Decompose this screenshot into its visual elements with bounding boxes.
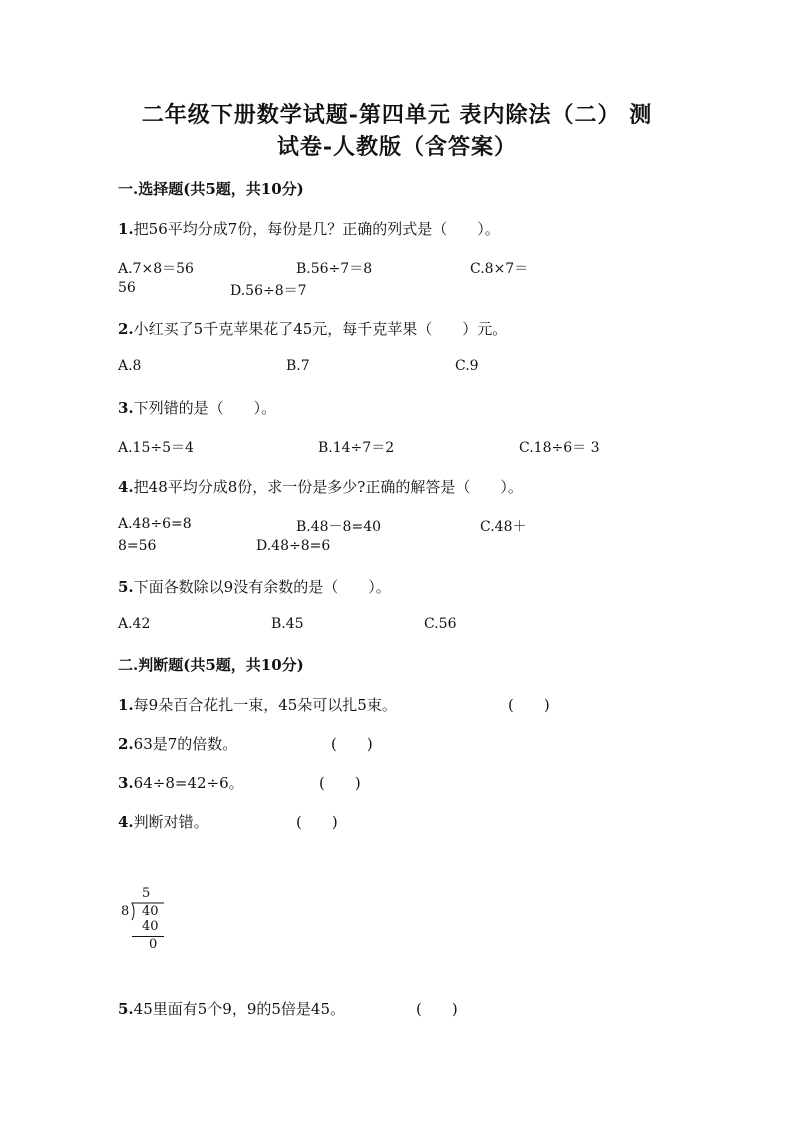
page-title-line2: 试卷-人教版（含答案） [276, 134, 518, 160]
option-c[interactable]: C.48＋ [480, 519, 527, 535]
question-text: 63是7的倍数。 [133, 735, 238, 753]
option-a[interactable]: A.8 [118, 358, 142, 374]
question-text: 每9朵百合花扎一束，45朵可以扎5束。 [133, 696, 397, 714]
question-text: 小红买了5千克苹果花了45元，每千克苹果（ ）元。 [133, 320, 508, 338]
section-heading-judgement: 二.判断题(共5题，共10分) [118, 656, 304, 674]
answer-paren[interactable]: ( ) [296, 813, 338, 831]
question-4 [118, 476, 523, 497]
option-c[interactable]: C.56 [424, 616, 457, 632]
answer-paren[interactable]: ( ) [508, 696, 550, 714]
question-text: 下面各数除以9没有余数的是（ ）。 [133, 578, 391, 596]
option-c[interactable]: C.8×7＝ [470, 261, 529, 277]
question-1 [118, 218, 500, 239]
judgement-5 [118, 998, 345, 1019]
question-text: 把48平均分成8份，求一份是多少?正确的解答是（ ）。 [133, 478, 523, 496]
option-b[interactable]: B.14÷7＝2 [318, 440, 395, 456]
option-b[interactable]: B.7 [286, 358, 310, 374]
question-number: 2. [118, 735, 134, 753]
question-number: 3. [118, 774, 134, 792]
option-b[interactable]: B.48－8=40 [296, 519, 382, 535]
question-text: 下列错的是（ ）。 [133, 399, 277, 417]
division-quotient: 5 [142, 886, 151, 901]
question-5 [118, 576, 391, 597]
judgement-3 [118, 772, 244, 793]
division-product: 40 [142, 919, 159, 934]
option-b[interactable]: B.45 [271, 616, 304, 632]
division-remainder: 0 [149, 937, 158, 952]
long-division-figure [118, 884, 178, 956]
option-d[interactable]: D.56÷8＝7 [230, 283, 307, 299]
judgement-4 [118, 811, 209, 832]
division-dividend: 40 [142, 904, 159, 919]
question-number: 2. [118, 320, 134, 338]
answer-paren[interactable]: ( ) [416, 1000, 458, 1018]
option-a[interactable]: A.7×8＝56 [118, 261, 194, 277]
answer-paren[interactable]: ( ) [331, 735, 373, 753]
question-number: 3. [118, 399, 134, 417]
question-number: 4. [118, 813, 134, 831]
judgement-1 [118, 694, 397, 715]
question-text: 45里面有5个9，9的5倍是45。 [133, 1000, 346, 1018]
option-b[interactable]: B.56÷7＝8 [296, 261, 373, 277]
section-heading-choice: 一.选择题(共5题，共10分) [118, 180, 304, 198]
question-text: 64÷8=42÷6。 [133, 774, 244, 792]
option-a[interactable]: A.48÷6=8 [118, 516, 192, 532]
option-c-continued: 8=56 [118, 538, 157, 554]
option-c[interactable]: C.9 [455, 358, 479, 374]
question-number: 5. [118, 1000, 134, 1018]
question-number: 1. [118, 220, 134, 238]
judgement-2 [118, 733, 237, 754]
option-c-continued: 56 [118, 280, 136, 296]
question-number: 1. [118, 696, 134, 714]
page-title-line1: 二年级下册数学试题-第四单元 表内除法（二） 测 [141, 102, 653, 128]
question-text: 把56平均分成7份，每份是几？正确的列式是（ ）。 [133, 220, 500, 238]
answer-paren[interactable]: ( ) [319, 774, 361, 792]
option-a[interactable]: A.42 [118, 616, 151, 632]
question-text: 判断对错。 [133, 813, 209, 831]
question-number: 5. [118, 578, 134, 596]
division-divisor: 8 [121, 904, 130, 919]
division-underline [132, 936, 164, 937]
question-3 [118, 397, 276, 418]
option-d[interactable]: D.48÷8=6 [256, 538, 331, 554]
question-2 [118, 318, 507, 339]
option-a[interactable]: A.15÷5＝4 [118, 440, 194, 456]
option-c[interactable]: C.18÷6＝ 3 [519, 440, 600, 456]
question-number: 4. [118, 478, 134, 496]
